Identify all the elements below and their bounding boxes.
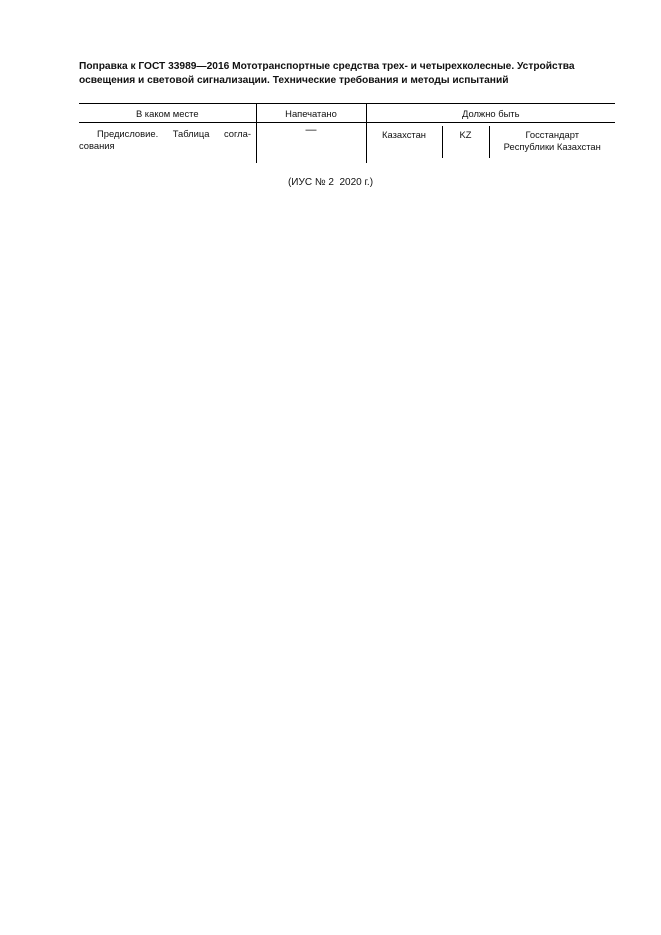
country-code: KZ xyxy=(442,126,490,158)
ius-reference: (ИУС № 2 2020 г.) xyxy=(287,177,374,188)
header-printed: Напечатано xyxy=(256,104,366,123)
standards-body-line-1: Госстандарт xyxy=(525,129,580,140)
cell-should-be xyxy=(366,123,615,164)
title-line-2: освещения и световой сигнализации. Технические требования и методы испытаний xyxy=(79,75,509,86)
cell-where xyxy=(79,123,256,164)
table-header-row xyxy=(79,104,615,123)
header-where: В каком месте xyxy=(79,104,256,123)
standards-body-line-2: Республики Казахстан xyxy=(503,141,601,152)
document-title xyxy=(79,60,619,88)
where-text: Предисловие. Таблица согласования xyxy=(79,128,251,151)
country-name: Казахстан xyxy=(382,129,426,140)
printed-dash: — xyxy=(305,124,317,136)
correction-table xyxy=(79,103,615,163)
standards-body xyxy=(490,123,616,163)
header-should-be: Должно быть xyxy=(366,104,615,123)
cell-printed xyxy=(256,123,366,164)
should-be-group xyxy=(367,123,616,163)
title-line-1: Поправка к ГОСТ 33989—2016 Мототранспортные средства трех- и четырехколесные. Устройства xyxy=(79,61,575,72)
table-row xyxy=(79,123,615,164)
